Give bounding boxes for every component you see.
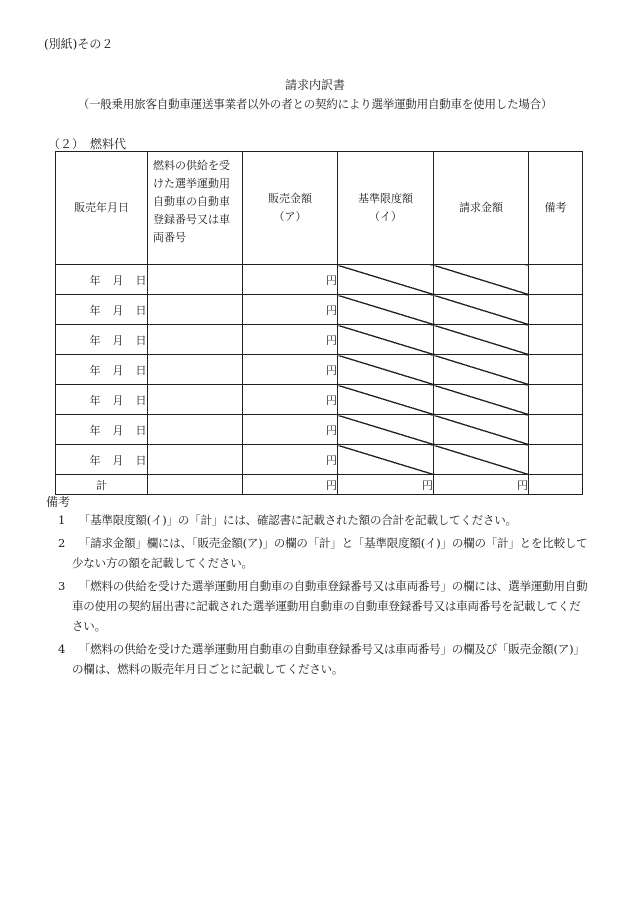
note-item <box>58 576 588 636</box>
fuel-cost-table <box>55 151 583 495</box>
table-row <box>56 295 583 325</box>
sale-amount-cell[interactable]: 円 <box>243 265 338 295</box>
page-label: (別紙)その２ <box>44 37 114 51</box>
claim-amount-cell-struck <box>434 445 529 475</box>
column-header-sale-date: 販売年月日 <box>56 152 148 265</box>
limit-amount-cell-struck <box>338 355 434 385</box>
limit-amount-cell-struck <box>338 295 434 325</box>
column-header-vehicle-number: 燃料の供給を受けた選挙運動用自動車の自動車登録番号又は車両番号 <box>148 152 243 265</box>
document-title: 請求内訳書 <box>284 78 345 92</box>
limit-amount-cell-struck <box>338 265 434 295</box>
sale-date-cell[interactable]: 年 月 日 <box>56 415 148 445</box>
sale-amount-cell[interactable]: 円 <box>243 325 338 355</box>
note-number: 1 <box>58 513 66 527</box>
claim-amount-cell-struck <box>434 295 529 325</box>
vehicle-number-cell[interactable] <box>148 355 243 385</box>
claim-amount-cell-struck <box>434 385 529 415</box>
table-row <box>56 445 583 475</box>
note-item <box>58 533 588 573</box>
vehicle-number-cell[interactable] <box>148 295 243 325</box>
remarks-cell[interactable] <box>529 385 583 415</box>
total-remarks-cell[interactable] <box>529 475 583 495</box>
sale-date-cell[interactable]: 年 月 日 <box>56 355 148 385</box>
notes-heading: 備考 <box>46 495 71 509</box>
remarks-cell[interactable] <box>529 415 583 445</box>
note-text: 「請求金額」欄には、「販売金額(ア)」の欄の「計」と「基準限度額(イ)」の欄の「計」とを比較して少ない方の額を記載してください。 <box>72 536 588 570</box>
note-number: 3 <box>58 579 66 593</box>
sale-date-cell[interactable]: 年 月 日 <box>56 385 148 415</box>
total-sale-amount-cell[interactable]: 円 <box>243 475 338 495</box>
section-heading: （２） 燃料代 <box>48 137 127 151</box>
sale-amount-cell[interactable]: 円 <box>243 355 338 385</box>
table-row <box>56 325 583 355</box>
total-label: 計 <box>56 475 148 495</box>
remarks-cell[interactable] <box>529 265 583 295</box>
total-vehicle-cell <box>148 475 243 495</box>
column-header-remarks: 備考 <box>529 152 583 265</box>
vehicle-number-cell[interactable] <box>148 325 243 355</box>
table-row <box>56 385 583 415</box>
sale-date-cell[interactable]: 年 月 日 <box>56 265 148 295</box>
table-row <box>56 265 583 295</box>
sale-date-cell[interactable]: 年 月 日 <box>56 445 148 475</box>
sale-amount-cell[interactable]: 円 <box>243 385 338 415</box>
column-header-sale-amount: 販売金額 （ア） <box>243 152 338 265</box>
vehicle-number-cell[interactable] <box>148 445 243 475</box>
vehicle-number-cell[interactable] <box>148 265 243 295</box>
note-number: 2 <box>58 536 66 550</box>
total-row <box>56 475 583 495</box>
limit-amount-cell-struck <box>338 445 434 475</box>
remarks-cell[interactable] <box>529 445 583 475</box>
claim-amount-cell-struck <box>434 355 529 385</box>
remarks-cell[interactable] <box>529 355 583 385</box>
limit-amount-cell-struck <box>338 325 434 355</box>
sale-date-cell[interactable]: 年 月 日 <box>56 295 148 325</box>
note-text: 「燃料の供給を受けた選挙運動用自動車の自動車登録番号又は車両番号」の欄及び「販売金額(ア)」の欄は、燃料の販売年月日ごとに記載してください。 <box>72 642 585 676</box>
note-number: 4 <box>58 642 66 656</box>
limit-amount-cell-struck <box>338 385 434 415</box>
sale-amount-cell[interactable]: 円 <box>243 445 338 475</box>
note-text: 「基準限度額(イ)」の「計」には、確認書に記載された額の合計を記載してください。 <box>78 513 517 527</box>
remarks-cell[interactable] <box>529 295 583 325</box>
remarks-cell[interactable] <box>529 325 583 355</box>
note-item <box>58 510 588 530</box>
notes-list <box>58 510 588 682</box>
table-row <box>56 415 583 445</box>
limit-amount-cell-struck <box>338 415 434 445</box>
total-limit-amount-cell[interactable]: 円 <box>338 475 434 495</box>
sale-amount-cell[interactable]: 円 <box>243 415 338 445</box>
claim-amount-cell-struck <box>434 325 529 355</box>
vehicle-number-cell[interactable] <box>148 385 243 415</box>
column-header-limit-amount: 基準限度額 （イ） <box>338 152 434 265</box>
table-row <box>56 355 583 385</box>
document-subtitle: （一般乗用旅客自動車運送事業者以外の者との契約により選挙運動用自動車を使用した場合） <box>77 97 553 111</box>
note-text: 「燃料の供給を受けた選挙運動用自動車の自動車登録番号又は車両番号」の欄には、選挙運動用自動車の使用の契約届出書に記載された選挙運動用自動車の自動車登録番号又は車両番号を記載してください。 <box>72 579 588 633</box>
total-claim-amount-cell[interactable]: 円 <box>434 475 529 495</box>
claim-amount-cell-struck <box>434 265 529 295</box>
sale-amount-cell[interactable]: 円 <box>243 295 338 325</box>
note-item <box>58 639 588 679</box>
column-header-claim-amount: 請求金額 <box>434 152 529 265</box>
claim-amount-cell-struck <box>434 415 529 445</box>
sale-date-cell[interactable]: 年 月 日 <box>56 325 148 355</box>
vehicle-number-cell[interactable] <box>148 415 243 445</box>
